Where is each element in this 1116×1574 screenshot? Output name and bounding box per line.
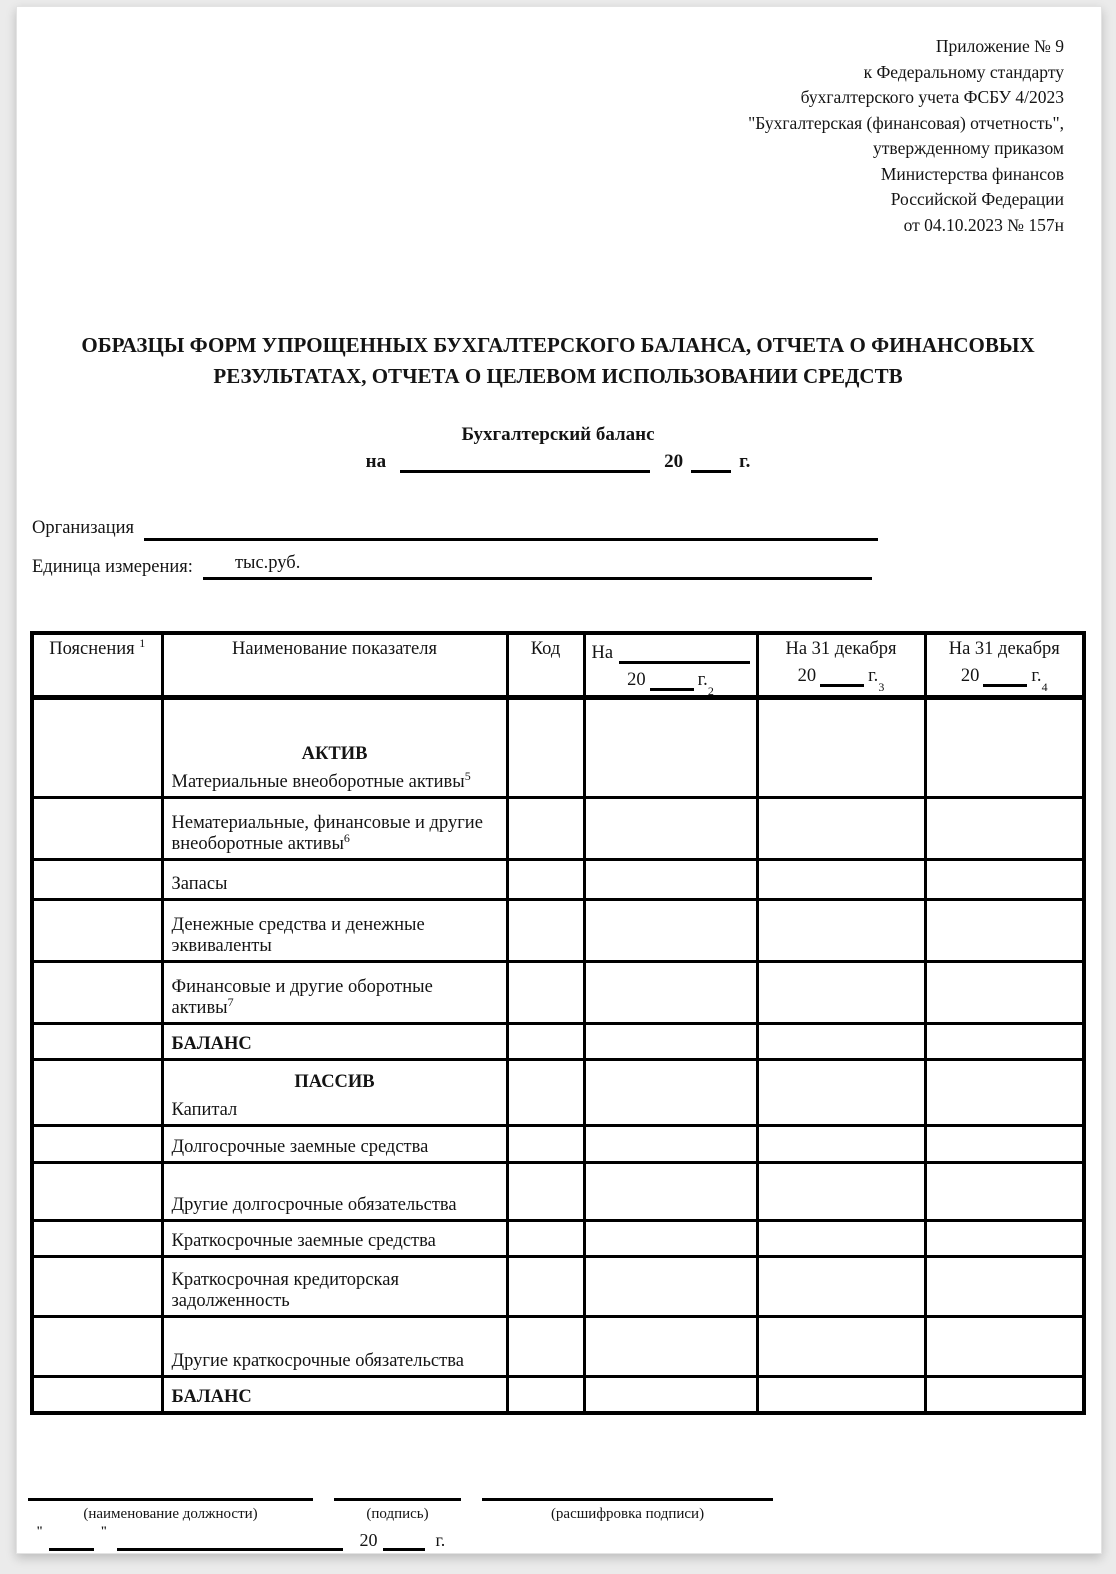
reference-line: от 04.10.2023 № 157н [903,214,1064,235]
value-cell-prev[interactable] [757,798,925,860]
signature-decode-field[interactable] [482,1498,773,1523]
unit-label: Единица измерения: [32,557,193,577]
notes-cell[interactable] [32,1163,162,1221]
value-cell-prev[interactable] [757,1377,925,1413]
row-label: Долгосрочные заемные средства [171,1137,429,1157]
value-cell-prev[interactable] [757,1221,925,1257]
row-label: Денежные средства и денежные эквиваленты [171,915,425,956]
row-label: Капитал [171,1100,238,1120]
table-header-row [32,633,1084,698]
value-cell-prevprev[interactable] [925,1024,1084,1060]
indicator-cell [162,1317,507,1377]
table-row [32,1377,1084,1413]
value-cell-prev[interactable] [757,698,925,798]
notes-cell[interactable] [32,962,162,1024]
row-label: БАЛАНС [171,1386,252,1407]
table-row [32,698,1084,798]
code-cell[interactable] [507,900,584,962]
header-dec31-prevprev: На 31 декабря 20 г. 4 [925,633,1084,698]
section-title: ПАССИВ [294,1072,375,1092]
code-cell[interactable] [507,798,584,860]
reference-line: "Бухгалтерская (финансовая) отчетность", [748,112,1064,133]
row-label: БАЛАНС [171,1034,252,1054]
value-cell-prev[interactable] [757,1060,925,1126]
notes-cell[interactable] [32,1317,162,1377]
table-row [32,900,1084,962]
footnote-marker: 7 [227,994,234,1009]
reference-line: Министерства финансов [880,163,1064,184]
table-row [32,1317,1084,1377]
value-cell-prevprev[interactable] [925,798,1084,860]
value-cell-current[interactable] [584,1024,757,1060]
value-cell-current[interactable] [584,1221,757,1257]
indicator-cell [162,798,507,860]
code-cell[interactable] [507,1060,584,1126]
unit-line [32,553,872,580]
notes-cell[interactable] [32,698,162,798]
form-title: Бухгалтерский баланс [461,424,655,445]
notes-cell[interactable] [32,1060,162,1126]
row-label: Другие долгосрочные обязательства [171,1195,457,1215]
value-cell-prev[interactable] [757,1257,925,1317]
value-cell-current[interactable] [584,1163,757,1221]
code-cell[interactable] [507,860,584,900]
report-date-blank[interactable] [400,450,650,473]
year-suffix-label: г. [435,1530,446,1550]
table-row [32,962,1084,1024]
value-cell-prevprev[interactable] [925,1317,1084,1377]
signature-caption: (подпись) [366,1506,429,1522]
value-cell-current[interactable] [584,900,757,962]
signature-caption: (наименование должности) [83,1506,258,1522]
notes-cell[interactable] [32,860,162,900]
value-cell-prevprev[interactable] [925,698,1084,798]
notes-cell[interactable] [32,798,162,860]
value-cell-current[interactable] [584,1377,757,1413]
row-label: Финансовые и другие оборотные активы$^7$ [171,977,433,1018]
code-cell[interactable] [507,698,584,798]
value-cell-prevprev[interactable] [925,900,1084,962]
indicator-cell [162,860,507,900]
indicator-cell [162,1257,507,1317]
value-cell-prev[interactable] [757,860,925,900]
value-cell-prev[interactable] [757,962,925,1024]
notes-cell[interactable] [32,1377,162,1413]
organization-label: Организация [32,518,135,538]
value-cell-prevprev[interactable] [925,860,1084,900]
document-title: ОБРАЗЦЫ ФОРМ УПРОЩЕННЫХ БУХГАЛТЕРСКОГО БАЛАНСА, ОТЧЕТА О ФИНАНСОВЫХ РЕЗУЛЬТАТАХ, ОТЧЕТА О ЦЕЛЕВОМ ИСПОЛЬЗОВАНИИ СРЕДСТВ [81,333,1035,388]
value-cell-current[interactable] [584,798,757,860]
table-row [32,1221,1084,1257]
organization-input[interactable] [144,514,878,541]
signature-line[interactable] [482,1498,773,1501]
year-blank[interactable] [691,450,731,473]
notes-cell[interactable] [32,1221,162,1257]
row-label: Нематериальные, финансовые и другие внеоборотные активы$^6$ [171,813,483,854]
value-cell-current[interactable] [584,1257,757,1317]
code-cell[interactable] [507,1221,584,1257]
close-quote: " [100,1523,108,1538]
table-row [32,1257,1084,1317]
indicator-cell [162,1163,507,1221]
report-date-line [0,450,1116,473]
appendix-reference-block [604,34,1064,238]
signature-line[interactable] [28,1498,313,1501]
indicator-cell [162,962,507,1024]
year-suffix-label: г. [739,451,751,472]
value-cell-prevprev[interactable] [925,1221,1084,1257]
signing-date-line [36,1524,445,1551]
value-cell-prev[interactable] [757,1317,925,1377]
table-row [32,860,1084,900]
notes-cell[interactable] [32,1024,162,1060]
signature-position-field[interactable] [28,1498,313,1523]
header-notes: Пояснения $^1$ [32,633,162,698]
value-cell-prevprev[interactable] [925,962,1084,1024]
row-label: Другие краткосрочные обязательства [171,1351,464,1371]
header-year-blank[interactable] [820,664,864,687]
code-cell[interactable] [507,962,584,1024]
indicator-cell [162,1377,507,1413]
header-on-date: На 20 г. 2 [584,633,757,698]
table-row [32,798,1084,860]
balance-sheet-table [30,631,1086,1415]
indicator-cell [162,900,507,962]
header-indicator: Наименование показателя [162,633,507,698]
value-cell-current[interactable] [584,860,757,900]
value-cell-prevprev[interactable] [925,1126,1084,1163]
value-cell-prevprev[interactable] [925,1257,1084,1317]
value-cell-current[interactable] [584,1317,757,1377]
code-cell[interactable] [507,1317,584,1377]
unit-input[interactable] [203,553,872,580]
row-label: Материальные внеоборотные активы$^5$ [171,768,471,792]
row-label: Запасы [171,874,228,894]
code-cell[interactable] [507,1257,584,1317]
code-cell[interactable] [507,1024,584,1060]
year-prefix-label: 20 [359,1530,378,1550]
unit-value: тыс.руб. [234,553,301,573]
header-year-blank[interactable] [650,668,694,691]
open-quote: " [36,1523,44,1538]
year-blank[interactable] [383,1524,425,1551]
value-cell-prevprev[interactable] [925,1377,1084,1413]
value-cell-current[interactable] [584,1060,757,1126]
value-cell-prevprev[interactable] [925,1060,1084,1126]
footnote-marker: 6 [343,830,350,845]
indicator-cell [162,1060,507,1126]
header-dec31-prev: На 31 декабря 20 г. 3 [757,633,925,698]
reference-line: к Федеральному стандарту [863,61,1064,82]
code-cell[interactable] [507,1126,584,1163]
indicator-cell [162,1221,507,1257]
reference-line: утвержденному приказом [873,138,1064,158]
value-cell-current[interactable] [584,962,757,1024]
value-cell-prev[interactable] [757,900,925,962]
reference-line: Российской Федерации [890,189,1064,209]
day-blank[interactable] [49,1524,94,1551]
table-row [32,1024,1084,1060]
notes-cell[interactable] [32,1257,162,1317]
indicator-cell [162,1024,507,1060]
header-code: Код [507,633,584,698]
year-prefix-label: 20 [664,451,684,472]
value-cell-current[interactable] [584,1126,757,1163]
value-cell-prev[interactable] [757,1163,925,1221]
row-label: Краткосрочная кредиторская задолженность [171,1270,399,1311]
header-date-blank[interactable] [619,639,749,664]
row-label: Краткосрочные заемные средства [171,1231,436,1251]
code-cell[interactable] [507,1163,584,1221]
date-prefix-label: на [365,451,387,472]
reference-line: Приложение № 9 [935,36,1064,56]
signature-field[interactable] [334,1498,461,1523]
header-year-blank[interactable] [983,664,1027,687]
indicator-cell [162,1126,507,1163]
signature-line[interactable] [334,1498,461,1501]
section-title: АКТИВ [301,744,368,764]
table-row [32,1060,1084,1126]
value-cell-prev[interactable] [757,1024,925,1060]
value-cell-prev[interactable] [757,1126,925,1163]
code-cell[interactable] [507,1377,584,1413]
table-row [32,1126,1084,1163]
table-row [32,1163,1084,1221]
reference-line: бухгалтерского учета ФСБУ 4/2023 [800,87,1064,107]
notes-cell[interactable] [32,1126,162,1163]
value-cell-current[interactable] [584,698,757,798]
footnote-marker: 5 [464,768,471,783]
indicator-cell [162,698,507,798]
notes-cell[interactable] [32,900,162,962]
month-blank[interactable] [117,1524,343,1551]
value-cell-prevprev[interactable] [925,1163,1084,1221]
signature-caption: (расшифровка подписи) [550,1506,705,1522]
organization-line [32,514,878,541]
